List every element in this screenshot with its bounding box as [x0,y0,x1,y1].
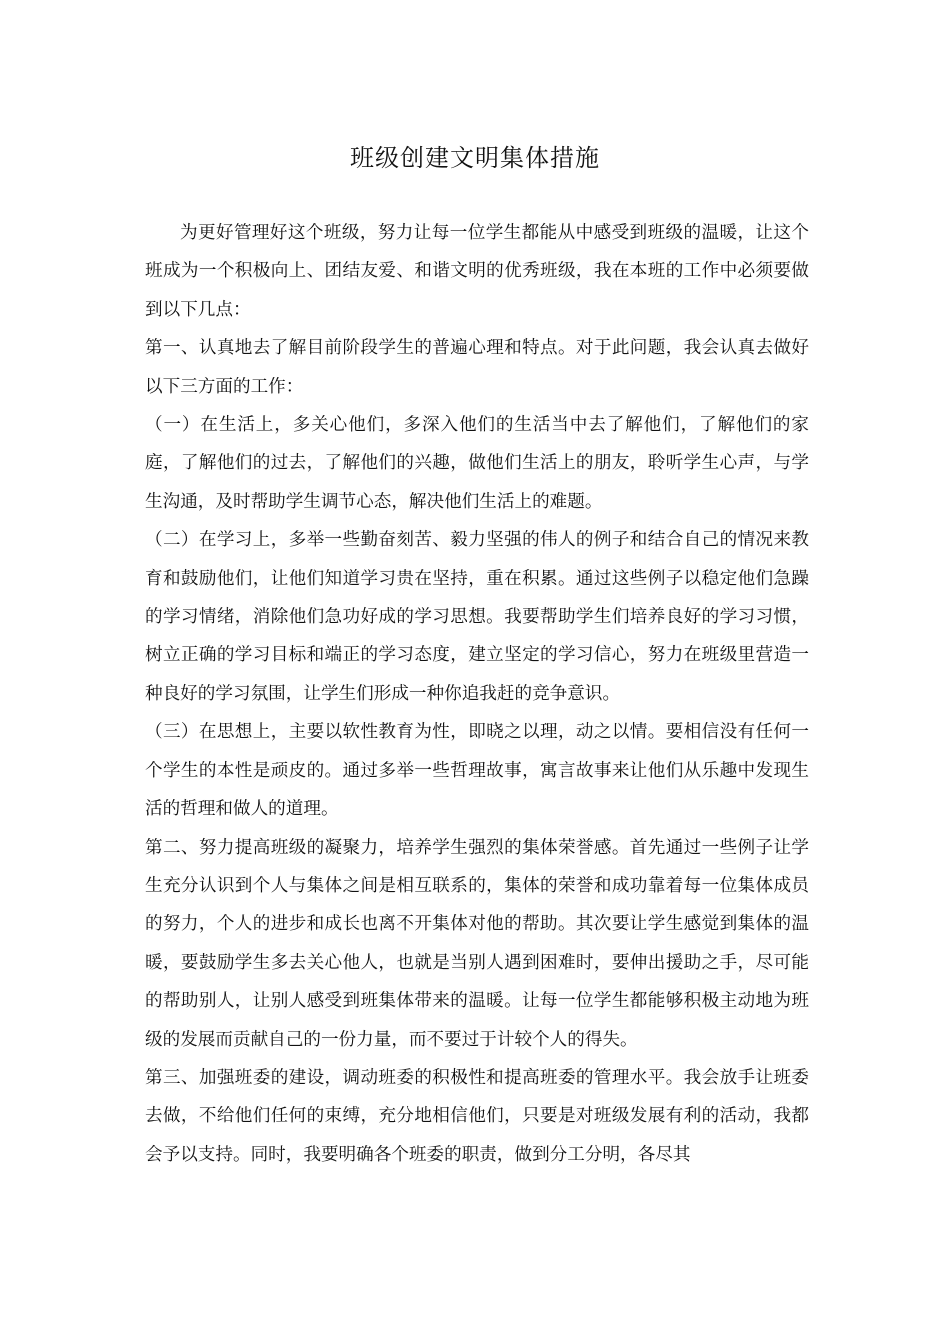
paragraph-subpoint-life: （一）在生活上，多关心他们，多深入他们的生活当中去了解他们，了解他们的家庭，了解他们的过去，了解他们的兴趣，做他们生活上的朋友，聆听学生心声，与学生沟通，及时帮助学生调节心态，解决他们生活上的难题。 [145,415,809,512]
paragraph-point-three: 第三、加强班委的建设，调动班委的积极性和提高班委的管理水平。我会放手让班委去做，不给他们任何的束缚，充分地相信他们，只要是对班级发展有利的活动，我都会予以支持。同时，我要明确各个班委的职责，做到分工分明，各尽其 [145,1067,809,1165]
paragraph-subpoint-study: （二）在学习上，多举一些勤奋刻苦、毅力坚强的伟人的例子和结合自己的情况来教育和鼓励他们，让他们知道学习贵在坚持，重在积累。通过这些例子以稳定他们急躁的学习情绪，消除他们急功好成的学习思想。我要帮助学生们培养良好的学习习惯，树立正确的学习目标和端正的学习态度，建立坚定的学习信心，努力在班级里营造一种良好的学习氛围，让学生们形成一种你追我赶的竞争意识。 [145,530,809,704]
paragraph-subpoint-thought: （三）在思想上，主要以软性教育为性，即晓之以理，动之以情。要相信没有任何一个学生的本性是顽皮的。通过多举一些哲理故事，寓言故事来让他们从乐趣中发现生活的哲理和做人的道理。 [145,722,809,820]
paragraph-point-two: 第二、努力提高班级的凝聚力，培养学生强烈的集体荣誉感。首先通过一些例子让学生充分认识到个人与集体之间是相互联系的，集体的荣誉和成功靠着每一位集体成员的努力，个人的进步和成长也离不开集体对他的帮助。其次要让学生感觉到集体的温暖，要鼓励学生多去关心他人，也就是当别人遇到困难时，要伸出援助之手，尽可能的帮助别人，让别人感受到班集体带来的温暖。让每一位学生都能够积极主动地为班级的发展而贡献自己的一份力量，而不要过于计较个人的得失。 [145,837,809,1050]
paragraph-point-one: 第一、认真地去了解目前阶段学生的普遍心理和特点。对于此问题，我会认真去做好以下三方面的工作： [145,338,809,397]
document-body [145,214,809,1174]
paragraph-intro: 为更好管理好这个班级，努力让每一位学生都能从中感受到班级的温暖，让这个班成为一个积极向上、团结友爱、和谐文明的优秀班级，我在本班的工作中必须要做到以下几点： [145,223,809,320]
document-title: 班级创建文明集体措施 [350,144,600,172]
